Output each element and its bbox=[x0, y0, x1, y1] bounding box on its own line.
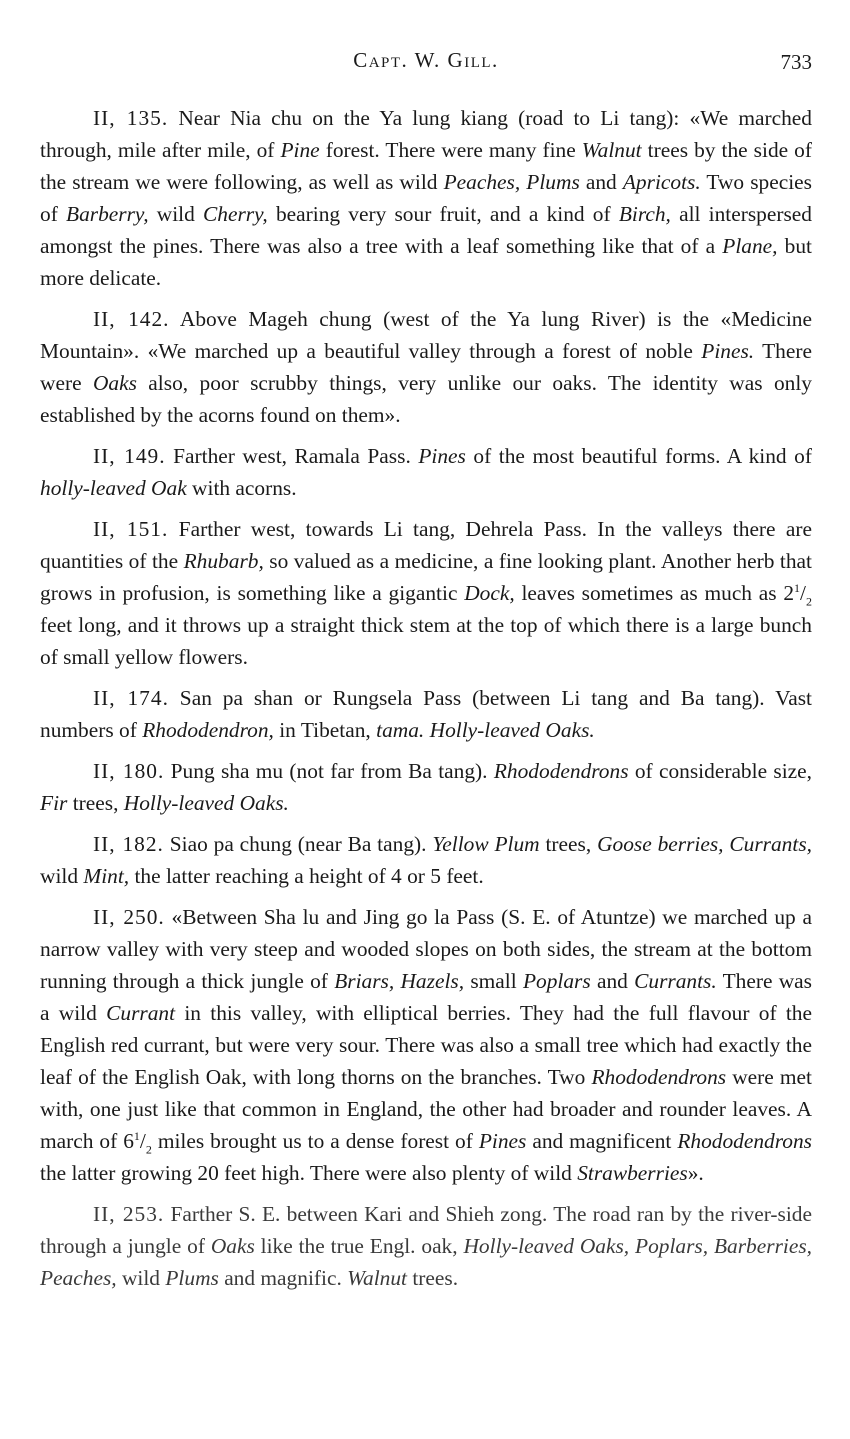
entry-reference: II, 135. bbox=[93, 106, 169, 130]
entry-paragraph bbox=[40, 303, 812, 431]
entry-paragraph bbox=[40, 440, 812, 504]
italic-term: Walnut bbox=[581, 138, 642, 162]
text-run: wild bbox=[40, 864, 84, 888]
italic-term: tama. bbox=[376, 718, 425, 742]
text-run: trees. bbox=[406, 1266, 459, 1290]
italic-term: Pines bbox=[418, 444, 466, 468]
italic-term: Walnut bbox=[347, 1266, 407, 1290]
italic-term: Poplars bbox=[522, 969, 591, 993]
text-run: wild bbox=[148, 202, 203, 226]
text-run: Siao pa chung (near Ba tang). bbox=[163, 832, 433, 856]
text-run: 1 bbox=[133, 1128, 140, 1143]
entry-paragraph bbox=[40, 1198, 812, 1294]
italic-term: Birch, bbox=[618, 202, 671, 226]
text-run: of the most beautiful forms. A kind of bbox=[465, 444, 812, 468]
text-run: the latter growing 20 feet high. There were also plenty of wild bbox=[40, 1161, 578, 1185]
italic-term: Cherry, bbox=[203, 202, 268, 226]
text-run: and magnificent bbox=[526, 1129, 678, 1153]
entry-reference: II, 149. bbox=[93, 444, 166, 468]
entry-paragraph bbox=[40, 901, 812, 1189]
italic-term: Holly-leaved Oaks. bbox=[429, 718, 595, 742]
text-run: There were bbox=[40, 339, 812, 395]
italic-term: holly-leaved Oak bbox=[40, 476, 187, 500]
text-run: There was a wild bbox=[40, 969, 813, 1025]
entry-paragraph bbox=[40, 755, 812, 819]
italic-term: Currants. bbox=[634, 969, 717, 993]
italic-term: Pines bbox=[478, 1129, 527, 1153]
text-run: the latter reaching a height of 4 or 5 feet. bbox=[129, 864, 484, 888]
text-run: like the true Engl. oak, bbox=[254, 1234, 464, 1258]
italic-term: Currant bbox=[106, 1001, 176, 1025]
italic-term: Briars, Hazels, bbox=[334, 969, 465, 993]
page-header bbox=[40, 44, 812, 80]
text-run: so valued as a medicine, a fine looking plant. Another herb that grows in profusion, is something like a gigantic bbox=[40, 549, 812, 605]
italic-term: Holly-leaved Oaks, Poplars, Barberries, Peaches, bbox=[40, 1234, 812, 1290]
text-run: 2 bbox=[145, 1142, 152, 1157]
text-run: Farther west, Ramala Pass. bbox=[165, 444, 419, 468]
text-run: and magnific. bbox=[218, 1266, 348, 1290]
entry-reference: II, 142. bbox=[93, 307, 170, 331]
text-run: miles brought us to a dense forest of bbox=[151, 1129, 479, 1153]
italic-term: Pine bbox=[280, 138, 320, 162]
italic-term: Rhubarb, bbox=[183, 549, 264, 573]
entry-paragraph bbox=[40, 513, 812, 673]
entry-reference: II, 253. bbox=[93, 1202, 165, 1226]
entry-reference: II, 250. bbox=[93, 905, 165, 929]
italic-term: Dock, bbox=[464, 581, 515, 605]
italic-term: Pines. bbox=[701, 339, 755, 363]
entry-paragraph bbox=[40, 102, 812, 294]
italic-term: Rhododendron, bbox=[142, 718, 274, 742]
running-title: Capt. W. Gill. bbox=[353, 48, 499, 72]
italic-term: Rhododendrons bbox=[677, 1129, 812, 1153]
text-run: Pung sha mu (not far from Ba tang). bbox=[164, 759, 494, 783]
book-page bbox=[40, 44, 812, 1303]
text-run: Two species of bbox=[40, 170, 812, 226]
italic-term: Plums bbox=[165, 1266, 219, 1290]
italic-term: Holly-leaved Oaks. bbox=[123, 791, 289, 815]
text-run: Farther west, towards Li tang, Dehrela Pass. In the valleys there are quantities of the bbox=[40, 517, 812, 573]
text-run: in Tibetan, bbox=[273, 718, 377, 742]
entry-reference: II, 182. bbox=[93, 832, 164, 856]
italic-term: Apricots. bbox=[622, 170, 701, 194]
italic-term: Goose berries, Currants, bbox=[597, 832, 812, 856]
text-run: leaves sometimes as much as 2 bbox=[514, 581, 795, 605]
italic-term: Plane, bbox=[722, 234, 778, 258]
text-run: bearing very sour fruit, and a kind of bbox=[267, 202, 619, 226]
text-run: trees, bbox=[67, 791, 124, 815]
italic-term: Peaches, Plums bbox=[443, 170, 580, 194]
italic-term: Barberry, bbox=[66, 202, 149, 226]
text-run: / bbox=[139, 1129, 146, 1153]
text-run: San pa shan or Rungsela Pass (between Li tang and Ba tang). Vast numbers of bbox=[40, 686, 812, 742]
entry-paragraph bbox=[40, 682, 812, 746]
text-run: trees by the side of the stream we were following, as well as wild bbox=[40, 138, 812, 194]
text-run: 2 bbox=[806, 594, 812, 609]
italic-term: Oaks bbox=[92, 371, 137, 395]
entry-reference: II, 180. bbox=[93, 759, 165, 783]
text-run: «Between Sha lu and Jing go la Pass (S. E. of Atuntze) we marched up a narrow valley with very steep and wooded slopes on both sides, the stream at the bottom running through a thick jungle of bbox=[40, 905, 812, 993]
text-run: and bbox=[590, 969, 635, 993]
text-run: trees, bbox=[539, 832, 598, 856]
italic-term: Rhododendrons bbox=[493, 759, 629, 783]
italic-term: Oaks bbox=[210, 1234, 255, 1258]
text-run: / bbox=[800, 581, 806, 605]
text-run: Near Nia chu on the Ya lung kiang (road to Li tang): «We marched through, mile after mile, of bbox=[40, 106, 812, 162]
text-run: of considerable size, bbox=[628, 759, 812, 783]
italic-term: Yellow Plum bbox=[432, 832, 540, 856]
text-run: also, poor scrubby things, very unlike our oaks. The identity was only established by the acorns found on them». bbox=[40, 371, 812, 427]
italic-term: Rhododendrons bbox=[591, 1065, 727, 1089]
italic-term: Mint, bbox=[83, 864, 130, 888]
entry-reference: II, 174. bbox=[93, 686, 169, 710]
text-run: ». bbox=[687, 1161, 704, 1185]
text-run: Above Mageh chung (west of the Ya lung River) is the «Medicine Mountain». «We marched up a beautiful valley through a forest of noble bbox=[40, 307, 812, 363]
text-run: and bbox=[579, 170, 623, 194]
text-run: in this valley, with elliptical berries. They had the full flavour of the English red currant, but were very sour. There was also a small tree which had exactly the leaf of the English Oak, with long thorns on the branches. Two bbox=[40, 1001, 812, 1089]
italic-term: Strawberries bbox=[577, 1161, 688, 1185]
text-run: wild bbox=[116, 1266, 166, 1290]
text-run: were met with, one just like that common in England, the other had broader and rounder leaves. A march of 6 bbox=[40, 1065, 812, 1153]
text-run: forest. There were many fine bbox=[319, 138, 582, 162]
body-text bbox=[40, 102, 812, 1294]
text-run: Farther S. E. between Kari and Shieh zong. The road ran by the river-side through a jungle of bbox=[40, 1202, 812, 1258]
text-run: 1 bbox=[794, 580, 801, 595]
italic-term: Fir bbox=[40, 791, 68, 815]
text-run: but more delicate. bbox=[40, 234, 813, 290]
text-run: small bbox=[464, 969, 523, 993]
text-run: feet long, and it throws up a straight thick stem at the top of which there is a large bunch of small yellow flowers. bbox=[40, 613, 812, 669]
text-run: with acorns. bbox=[186, 476, 297, 500]
page-number: 733 bbox=[780, 50, 812, 74]
entry-paragraph bbox=[40, 828, 812, 892]
entry-reference: II, 151. bbox=[93, 517, 169, 541]
text-run: all interspersed amongst the pines. There was also a tree with a leaf something like that of a bbox=[40, 202, 812, 258]
